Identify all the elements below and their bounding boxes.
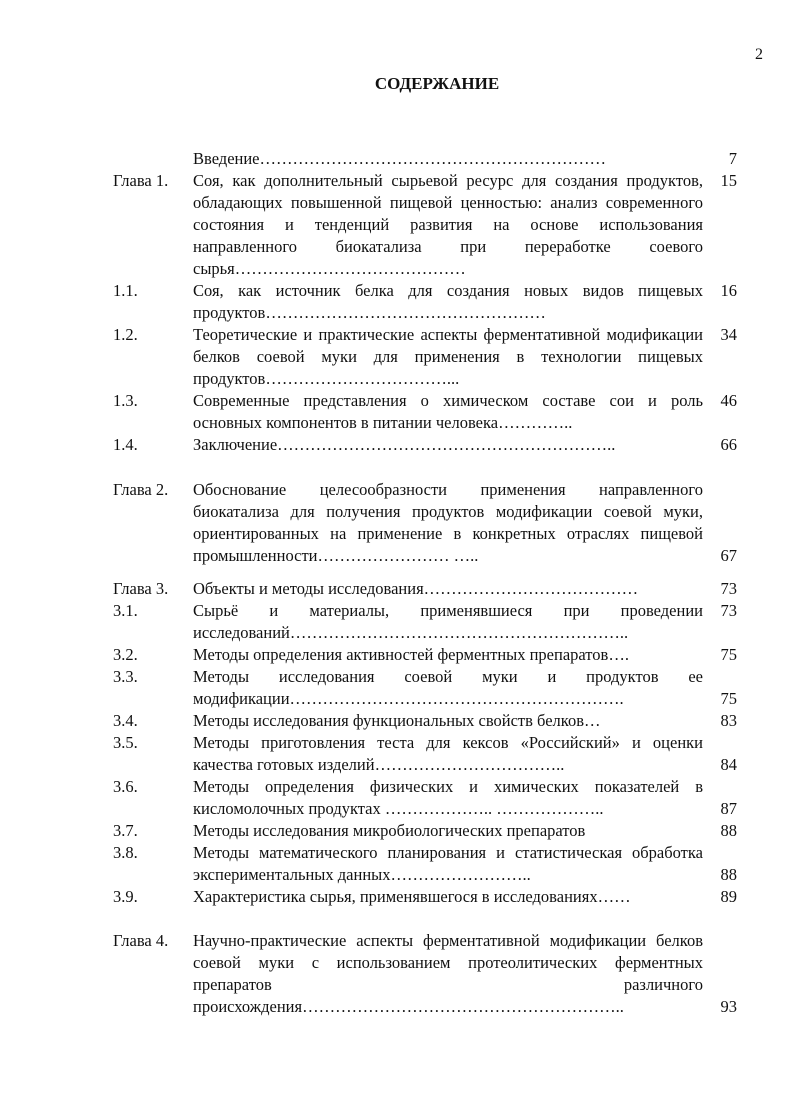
toc-entry-label: 3.7. [113,821,138,840]
toc-entry-page: 34 [720,325,737,344]
toc-entry-page: 15 [720,171,737,190]
toc-entry-page: 93 [720,997,737,1016]
toc-entry-label: 1.1. [113,281,138,300]
page-number: 2 [755,46,763,63]
toc-entry-page: 16 [720,281,737,300]
toc-entry-title: Теоретические и практические аспекты ферментативной модификации белков соевой муки для применения в технологии пищевых продуктов……………………………... [193,325,703,388]
toc-entry-label: Глава 1. [113,171,169,190]
toc-entry-label: 3.3. [113,667,138,686]
toc-entry-title: Методы исследования соевой муки и продуктов ее модификации……………………………………………………. [193,667,703,708]
toc-entry-title: Объекты и методы исследования………………………………… [193,579,639,598]
toc-entry-title: Характеристика сырья, применявшегося в исследованиях…… [193,887,631,906]
toc-entry-title: Методы определения физических и химических показателей в кисломолочных продуктах ……………….. ……………….. [193,777,703,818]
toc-entry-page: 73 [720,601,737,620]
toc-entry-page: 67 [720,546,737,565]
toc-entry-title: Методы математического планирования и статистическая обработка экспериментальных данных…………………….. [193,843,703,884]
toc-entry-page: 66 [720,435,737,454]
toc-entry-title: Соя, как дополнительный сырьевой ресурс для создания продуктов, обладающих повышенной пищевой ценностью: анализ современного состояния и тенденций развития на основе использования направленного биокатализа при переработке соевого сырья…………………………………… [193,171,703,278]
toc-entry-label: 1.2. [113,325,138,344]
toc-entry-page: 73 [720,579,737,598]
toc-entry-label: 3.8. [113,843,138,862]
toc-entry-page: 88 [720,821,737,840]
toc-entry-title: Введение……………………………………………………… [193,149,607,168]
toc-entry-title: Методы исследования микробиологических препаратов [193,821,586,840]
toc-entry-title: Сырьё и материалы, применявшиеся при проведении исследований…………………………………………………….. [193,601,703,642]
page-title: СОДЕРЖАНИЕ [374,74,500,93]
toc-entry-title: Заключение…………………………………………………….. [193,435,616,454]
toc-entry-label: 3.1. [113,601,138,620]
toc-entry-label: 3.5. [113,733,138,752]
toc-entry-title: Соя, как источник белка для создания новых видов пищевых продуктов…………………………………………… [193,281,703,322]
toc-entry-label: 3.9. [113,887,138,906]
toc-entry-page: 83 [720,711,737,730]
toc-entry-title: Современные представления о химическом составе сои и роль основных компонентов в питании человека………….. [193,391,703,432]
toc-entry-label: 3.4. [113,711,138,730]
toc-entry-page: 46 [720,391,737,410]
toc-entry-page: 75 [720,645,737,664]
toc-entry-label: Глава 2. [113,480,169,499]
toc-entry-label: 3.6. [113,777,138,796]
toc-entry-label: Глава 4. [113,931,169,950]
toc-entry-title: Обоснование целесообразности применения направленного биокатализа для получения продуктов модификации соевой муки, ориентированных на применение в конкретных отраслях пищевой промышленности…………………… ….. [193,480,703,565]
toc-entry-title: Научно-практические аспекты ферментативной модификации белков соевой муки с использованием протеолитических ферментных препаратов различного происхождения………………………………………………….. [193,931,703,1016]
toc-entry-label: 1.3. [113,391,138,410]
toc-entry-label: 1.4. [113,435,138,454]
toc-entry-page: 89 [720,887,737,906]
toc-entry-page: 88 [720,865,737,884]
toc-entry-page: 84 [720,755,737,774]
toc-entry-page: 87 [720,799,737,818]
toc-entry-page: 75 [720,689,737,708]
toc-entry-label: Глава 3. [113,579,169,598]
toc-entry-title: Методы приготовления теста для кексов «Российский» и оценки качества готовых изделий…………………………….. [193,733,703,774]
toc-entry-label: 3.2. [113,645,138,664]
toc-entry-title: Методы определения активностей ферментных препаратов…. [193,645,629,664]
toc-entry-page: 7 [728,149,737,168]
toc-entry-title: Методы исследования функциональных свойств белков… [193,711,601,730]
